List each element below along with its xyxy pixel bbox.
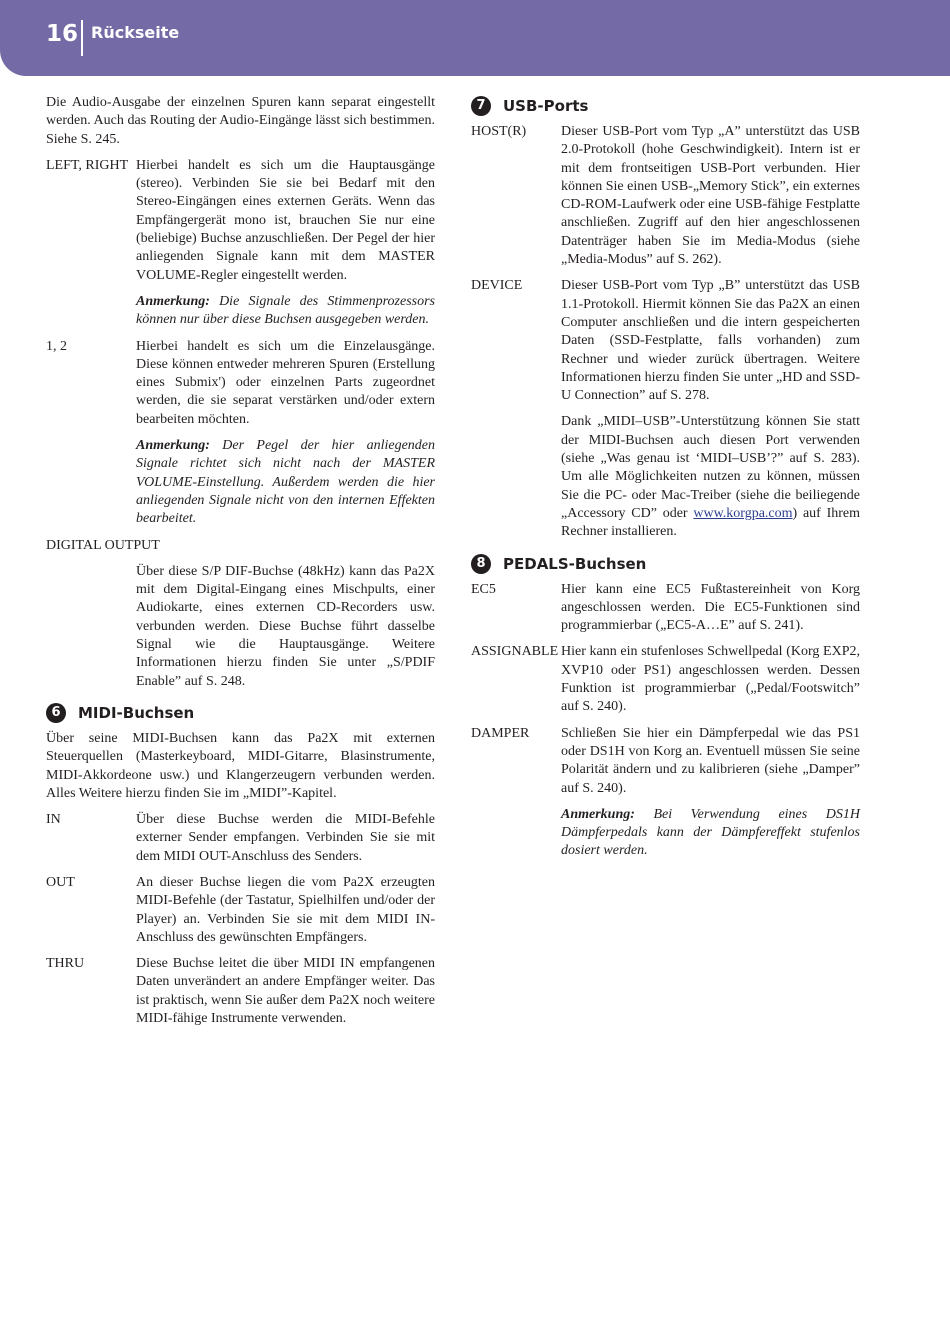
entry-label: DAMPER xyxy=(471,725,530,741)
entry-text: Hier kann ein stufenloses Schwellpedal (Korg EXP2, XVP10 oder PS1) angeschlossen werden. Dessen Funktion ist programmierbar („Pedal/Footswitch” auf S. 240). xyxy=(561,644,860,715)
korgpa-link[interactable]: www.korgpa.com xyxy=(693,505,793,521)
page-number: 16 xyxy=(46,21,79,47)
midi-thru-entry xyxy=(46,955,435,1028)
midi-usb-paragraph xyxy=(561,413,860,541)
damper-entry xyxy=(471,725,860,798)
section-title: Rückseite xyxy=(91,23,180,42)
note-text: Der Pegel der hier anliegenden Signale richtet sich nicht nach der MASTER VOLUME-Einstellung. Außerdem werden die hier anliegenden Signale nicht von den internen Effekten bearbeitet. xyxy=(136,438,435,527)
entry-text: Dieser USB-Port vom Typ „B” unterstützt das USB 1.1-Protokoll. Hiermit können Sie das Pa2X an einen Computer anschließen und die intern gespeicherten Daten (SSD-Festplatte, falls vorhanden) zum Rechner und wieder zurück übertragen. Weitere Informationen hierzu finden Sie unter „HD and SSD-U Connection” auf S. 278. xyxy=(561,278,860,404)
right-column xyxy=(471,94,860,869)
assignable-entry xyxy=(471,643,860,716)
section-number-badge: 7 xyxy=(471,96,491,116)
note-label: Anmerkung: xyxy=(136,438,210,454)
pedals-heading xyxy=(471,554,860,574)
intro-paragraph: Die Audio-Ausgabe der einzelnen Spuren kann separat eingestellt werden. Auch das Routing der Audio-Eingänge lässt sich bestimmen. Siehe S. 245. xyxy=(46,95,435,147)
section-number-badge: 6 xyxy=(46,703,66,723)
midi-out-entry xyxy=(46,874,435,947)
heading-text: PEDALS-Buchsen xyxy=(503,554,647,573)
entry-label: DIGITAL OUTPUT xyxy=(46,537,160,553)
usb-heading xyxy=(471,96,860,116)
usb-host-entry xyxy=(471,123,860,269)
entry-label: THRU xyxy=(46,956,85,972)
heading-text: USB-Ports xyxy=(503,97,589,115)
paragraph-text: ) auf Ihrem Rechner installieren. xyxy=(561,505,861,540)
heading-text: MIDI-Buchsen xyxy=(78,703,195,722)
individual-outputs-entry xyxy=(46,338,435,429)
left-column xyxy=(46,94,435,1036)
note-label: Anmerkung: xyxy=(561,806,635,822)
entry-label: ASSIGNABLE xyxy=(471,644,559,660)
note xyxy=(561,806,860,861)
paragraph-text: Dank „MIDI–USB”-Unterstützung können Sie statt der MIDI-Buchsen auch diesen Port verwenden (siehe „Was genau ist ‘MIDI–USB’?” auf S. 283). Um alle Möglichkeiten nutzen zu können, müssen Sie die PC- oder Mac-Treiber (siehe die beiliegende „Accessory CD” oder xyxy=(561,414,860,521)
digital-output-label-row xyxy=(46,537,435,555)
note-text: Bei Verwendung eines DS1H Dämpferpedals kann der Dämpfereffekt stufenlos dosiert werden. xyxy=(561,806,860,859)
entry-text: An dieser Buchse liegen die vom Pa2X erzeugten MIDI-Befehle (der Tastatur, Spielhilfen und/oder der Player) an. Verbinden Sie sie mit dem MIDI IN-Anschluss des gewünschten Empfängers. xyxy=(136,874,435,945)
note xyxy=(136,293,435,330)
entry-text: Hierbei handelt es sich um die Hauptausgänge (stereo). Verbinden Sie sie bei Bedarf mit den Stereo-Eingängen eines externen Geräts. Wenn das Empfängergerät mono ist, brauchen Sie nur eine (beliebige) Buchse anzuschließen. Der Pegel der hier anliegenden Signale kann mit dem MASTER VOLUME-Regler eingestellt werden. xyxy=(136,157,435,283)
entry-label: EC5 xyxy=(471,581,496,597)
page-header xyxy=(0,0,950,76)
entry-text: Hier kann eine EC5 Fußtastereinheit von Korg angeschlossen werden. Die EC5-Funktionen sind programmierbar („EC5-A…E” auf S. 241). xyxy=(561,581,860,634)
entry-text: Schließen Sie hier ein Dämpferpedal wie das PS1 oder DS1H von Korg an. Eventuell müssen Sie seine Polarität ändern und zu kalibrieren (siehe „Damper” auf S. 240). xyxy=(561,725,860,796)
entry-text: Hierbei handelt es sich um die Einzelausgänge. Diese können entweder mehreren Spuren (Erstellung eines Submix') oder einzelnen Parts zugeordnet werden, die sie separat verstärken und/oder extern bearbeiten möchten. xyxy=(136,338,435,427)
entry-label: LEFT, RIGHT xyxy=(46,157,129,173)
usb-device-entry xyxy=(471,277,860,405)
entry-text: Diese Buchse leitet die über MIDI IN empfangenen Daten unverändert an andere Empfänger weiter. Das ist praktisch, wenn Sie außer dem Pa2X noch weitere MIDI-fähige Instrumente verwenden. xyxy=(136,956,435,1027)
entry-text: Dieser USB-Port vom Typ „A” unterstützt das USB 2.0-Protokoll (hohe Geschwindigkeit). Intern ist er mit dem frontseitigen USB-Port verbunden. Hier können Sie einen USB-„Memory Stick”, ein externes CD-ROM-Laufwerk oder eine USB-fähige Festplatte anschließen. Zugriff auf den hier angeschlossenen Datenträger haben Sie im Media-Modus (siehe „Media-Modus” auf S. 262). xyxy=(561,124,860,268)
ec5-entry xyxy=(471,581,860,636)
header-divider xyxy=(81,20,83,56)
entry-text: Über diese Buchse werden die MIDI-Befehle externer Sender empfangen. Verbinden Sie sie mit dem MIDI OUT-Anschluss des Senders. xyxy=(136,812,435,864)
section-number-badge: 8 xyxy=(471,554,491,574)
note-label: Anmerkung: xyxy=(136,293,210,309)
midi-heading xyxy=(46,703,435,723)
entry-label: HOST(R) xyxy=(471,124,527,139)
midi-intro: Über seine MIDI-Buchsen kann das Pa2X mit externen Steuerquellen (Masterkeyboard, MIDI-Gitarre, Blasinstrumente, MIDI-Akkordeone usw.) und Klangerzeugern verbunden werden. Alles Weitere hierzu finden Sie im „MIDI”-Kapitel. xyxy=(46,730,435,801)
digital-output-text: Über diese S/P DIF-Buchse (48kHz) kann das Pa2X mit dem Digital-Eingang eines Mischpults, einer Audiokarte, eines externen CD-Recorders usw. verbunden werden. Diese Buchse führt dasselbe Signal wie die Hauptausgänge. Weitere Informationen hierzu finden Sie unter „S/PDIF Enable” auf S. 248. xyxy=(136,563,435,689)
entry-label: DEVICE xyxy=(471,278,523,294)
note-text: Die Signale des Stimmenprozessors können nur über diese Buchsen ausgegeben werden. xyxy=(136,293,435,328)
left-right-entry xyxy=(46,157,435,285)
midi-in-entry xyxy=(46,811,435,866)
entry-label: IN xyxy=(46,812,61,828)
entry-label: OUT xyxy=(46,874,75,890)
entry-label: 1, 2 xyxy=(46,338,67,354)
note xyxy=(136,437,435,528)
